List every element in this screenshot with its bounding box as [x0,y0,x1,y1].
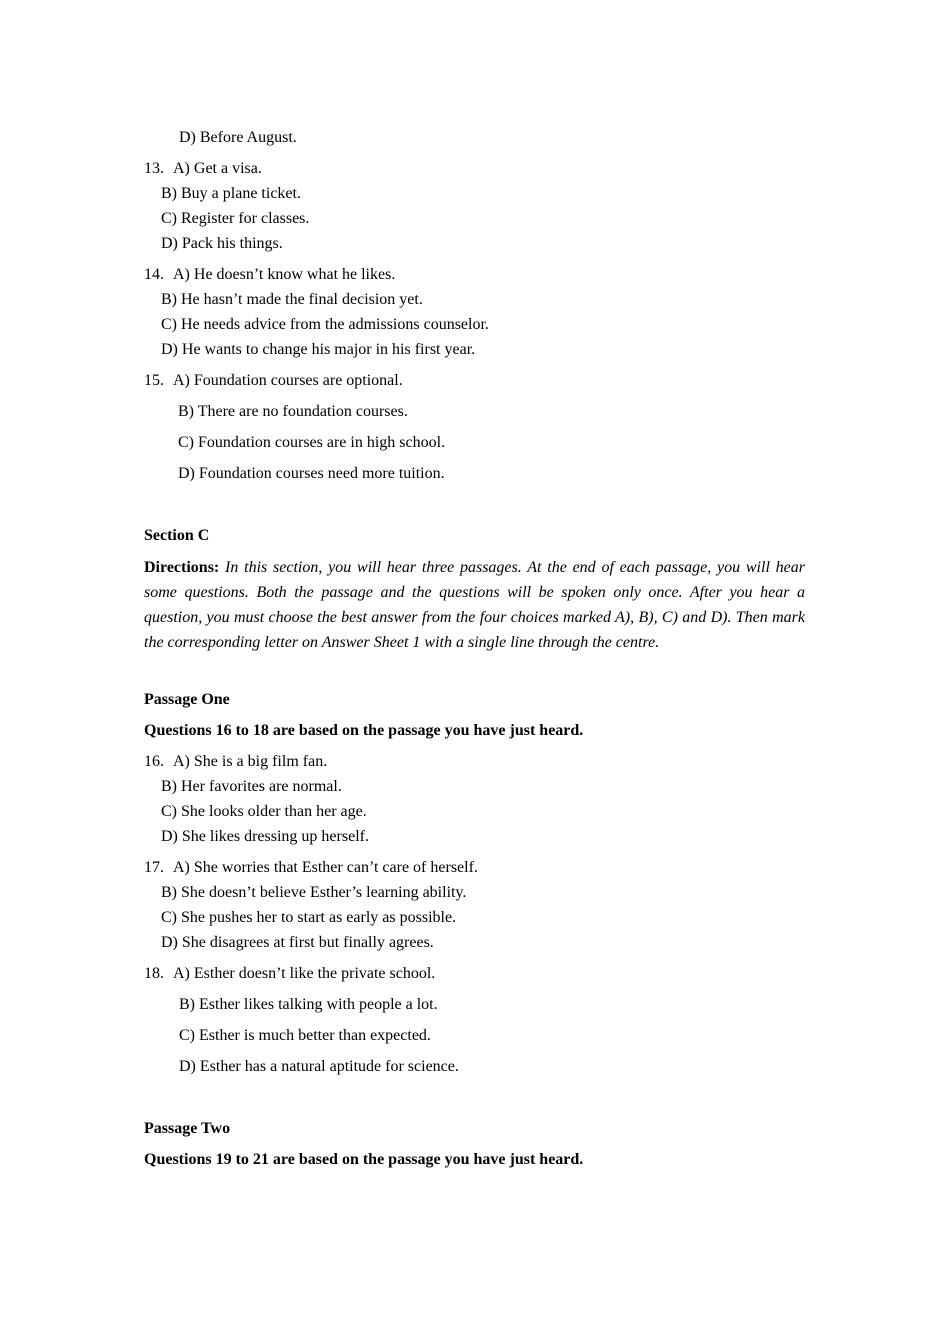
passage-one-title: Passage One [144,691,230,708]
passage-two-instruction: Questions 19 to 21 are based on the passage you have just heard. [144,1151,584,1168]
q14-option-d: D) He wants to change his major in his first year. [161,341,476,358]
q13-option-d: D) Pack his things. [161,235,283,252]
q15-number: 15. [144,372,164,389]
q18-option-d: D) Esther has a natural aptitude for science. [179,1058,459,1075]
q15-option-a: A) Foundation courses are optional. [173,372,403,389]
passage-two-title: Passage Two [144,1120,231,1137]
q17-option-d: D) She disagrees at first but finally agrees. [161,934,434,951]
q17-option-c: C) She pushes her to start as early as possible. [161,909,457,926]
section-c-title: Section C [144,527,210,544]
section-c-directions [144,555,805,655]
q18-number: 18. [144,965,164,982]
q15-option-c: C) Foundation courses are in high school. [178,434,446,451]
q17-option-b: B) She doesn’t believe Esther’s learning ability. [161,884,467,901]
q13-number: 13. [144,160,164,177]
q15-option-b: B) There are no foundation courses. [178,403,408,420]
q13-option-b: B) Buy a plane ticket. [161,185,301,202]
q14-number: 14. [144,266,164,283]
q18-option-b: B) Esther likes talking with people a lot. [179,996,438,1013]
q17-option-a: A) She worries that Esther can’t care of herself. [173,859,478,876]
q16-option-b: B) Her favorites are normal. [161,778,342,795]
q16-number: 16. [144,753,164,770]
q14-option-a: A) He doesn’t know what he likes. [173,266,396,283]
q14-option-c: C) He needs advice from the admissions counselor. [161,316,489,333]
q12-option-d: D) Before August. [179,129,297,146]
q14-option-b: B) He hasn’t made the final decision yet. [161,291,423,308]
q16-option-c: C) She looks older than her age. [161,803,367,820]
q16-option-d: D) She likes dressing up herself. [161,828,369,845]
q15-option-d: D) Foundation courses need more tuition. [178,465,445,482]
q13-option-a: A) Get a visa. [173,160,262,177]
q18-option-c: C) Esther is much better than expected. [179,1027,431,1044]
passage-one-instruction: Questions 16 to 18 are based on the passage you have just heard. [144,722,584,739]
directions-label: Directions: [144,559,220,576]
q17-number: 17. [144,859,164,876]
q16-option-a: A) She is a big film fan. [173,753,328,770]
directions-text: In this section, you will hear three passages. At the end of each passage, you will hear some questions. Both the passage and the questions will be spoken only once. After you hear a question, you must choose the best answer from the four choices marked A), B), C) and D). Then mark the corresponding letter on Answer Sheet 1 with a single line through the centre. [144,559,806,651]
q13-option-c: C) Register for classes. [161,210,310,227]
q18-option-a: A) Esther doesn’t like the private school. [173,965,436,982]
